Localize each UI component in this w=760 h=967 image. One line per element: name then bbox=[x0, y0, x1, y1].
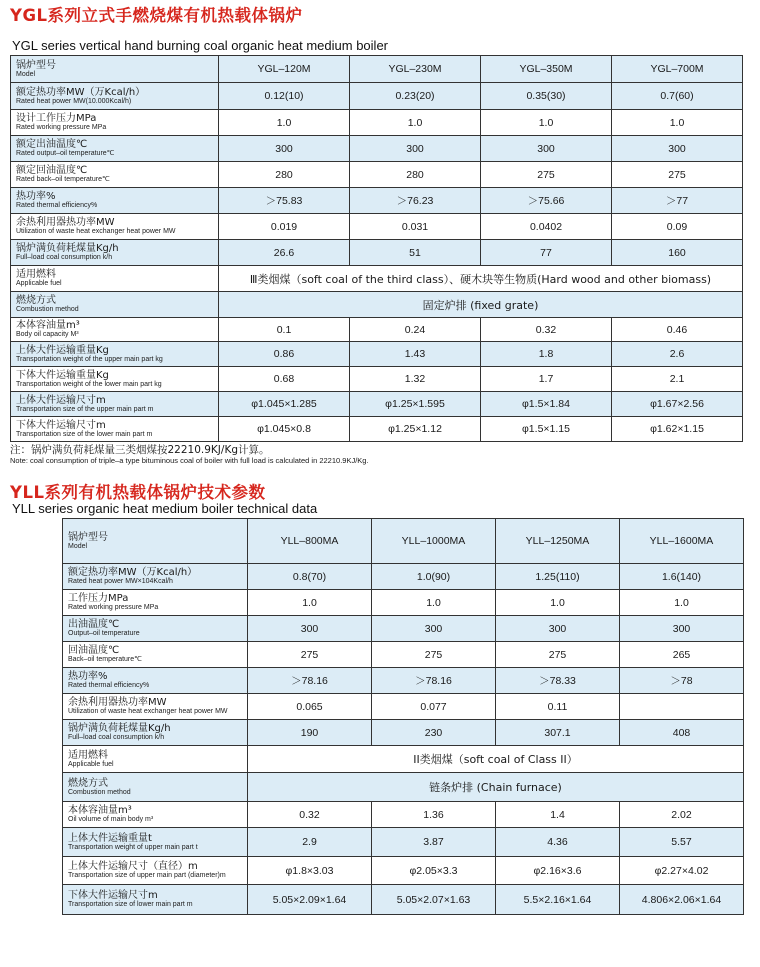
row-label-en: Utilization of waste heat exchanger heat power MW bbox=[68, 708, 228, 715]
value-cell: 275 bbox=[372, 642, 496, 668]
row-label-en: Body oil capacity M³ bbox=[16, 331, 79, 338]
row-label bbox=[11, 266, 219, 292]
value-cell: 300 bbox=[496, 616, 620, 642]
value-cell: 0.24 bbox=[350, 318, 481, 342]
value-cell: 300 bbox=[481, 136, 612, 162]
value-cell: φ1.25×1.595 bbox=[350, 392, 481, 417]
value-cell: 1.0 bbox=[612, 110, 743, 136]
row-label-cn: 适用燃料 bbox=[68, 749, 108, 761]
value-cell: 190 bbox=[248, 720, 372, 746]
table-row bbox=[63, 720, 744, 746]
row-label-en: Rated output–oil temperature℃ bbox=[16, 150, 115, 157]
value-cell: 0.32 bbox=[481, 318, 612, 342]
row-label-cn: 上体大件运输重量t bbox=[68, 832, 152, 844]
value-cell: ＞78.16 bbox=[372, 668, 496, 694]
merged-value-cell: 链条炉排 (Chain furnace) bbox=[248, 773, 744, 802]
row-label-cn: 上体大件运输尺寸m bbox=[16, 394, 106, 406]
row-label-cn: 额定热功率MW（万Kcal/h） bbox=[68, 567, 198, 578]
value-cell: 1.0(90) bbox=[372, 564, 496, 590]
merged-value-cell: 固定炉排 (fixed grate) bbox=[219, 292, 743, 318]
table-header-row bbox=[63, 519, 744, 564]
row-label-cn: 锅炉满负荷耗煤量Kg/h bbox=[16, 243, 119, 254]
value-cell: 300 bbox=[612, 136, 743, 162]
row-label-en: Back–oil temperature℃ bbox=[68, 656, 143, 663]
row-label-en: Transportation size of upper main part (diameter)m bbox=[68, 872, 226, 879]
row-label-en: Transportation size of lower main part m bbox=[68, 901, 193, 908]
row-label-cn: 锅炉型号 bbox=[16, 59, 56, 71]
table-row bbox=[63, 802, 744, 828]
row-label bbox=[11, 342, 219, 367]
value-cell: 280 bbox=[219, 162, 350, 188]
value-cell: 0.11 bbox=[496, 694, 620, 720]
row-label bbox=[11, 417, 219, 442]
value-cell: 275 bbox=[481, 162, 612, 188]
row-label-cn: 锅炉满负荷耗煤量Kg/h bbox=[68, 723, 171, 734]
value-cell: 275 bbox=[248, 642, 372, 668]
value-cell: 26.6 bbox=[219, 240, 350, 266]
row-label-cn: 下体大件运输尺寸m bbox=[16, 419, 106, 431]
row-label-en: Transportation weight of the upper main part kg bbox=[16, 355, 163, 363]
value-cell: 4.806×2.06×1.64 bbox=[620, 885, 744, 915]
row-label-cn: 出油温度℃ bbox=[68, 619, 120, 630]
row-label-cn: 锅炉型号 bbox=[68, 531, 108, 543]
row-label bbox=[11, 367, 219, 392]
row-label-en: Transportation weight of upper main part t bbox=[68, 843, 198, 851]
value-cell: 307.1 bbox=[496, 720, 620, 746]
row-label bbox=[63, 519, 248, 564]
row-label-cn: 燃烧方式 bbox=[68, 777, 108, 789]
row-label-en: Rated heat power MW(10.000Kcal/h) bbox=[16, 97, 132, 105]
value-cell: 0.23(20) bbox=[350, 83, 481, 110]
value-cell: 275 bbox=[496, 642, 620, 668]
table-row bbox=[63, 773, 744, 802]
value-cell: 230 bbox=[372, 720, 496, 746]
value-cell: φ1.045×1.285 bbox=[219, 392, 350, 417]
value-cell: 0.46 bbox=[612, 318, 743, 342]
value-cell: 300 bbox=[248, 616, 372, 642]
value-cell: 0.077 bbox=[372, 694, 496, 720]
row-label-cn: 设计工作压力MPa bbox=[16, 113, 97, 124]
value-cell: 1.43 bbox=[350, 342, 481, 367]
row-label bbox=[63, 773, 248, 802]
row-label bbox=[63, 885, 248, 915]
value-cell: 5.05×2.09×1.64 bbox=[248, 885, 372, 915]
value-cell: ＞78.33 bbox=[496, 668, 620, 694]
table-row bbox=[63, 616, 744, 642]
yll-spec-table bbox=[62, 518, 744, 915]
row-label bbox=[11, 110, 219, 136]
value-cell: 1.0 bbox=[248, 590, 372, 616]
value-cell: 1.0 bbox=[372, 590, 496, 616]
model-header-cell: YLL–1000MA bbox=[372, 519, 496, 564]
row-label bbox=[11, 188, 219, 214]
value-cell: φ1.045×0.8 bbox=[219, 417, 350, 442]
value-cell: 300 bbox=[372, 616, 496, 642]
row-label-cn: 燃烧方式 bbox=[16, 295, 56, 306]
ygl-title-en: YGL series vertical hand burning coal organic heat medium boiler bbox=[12, 38, 388, 53]
value-cell bbox=[620, 694, 744, 720]
model-header-cell: YGL–230M bbox=[350, 56, 481, 83]
row-label bbox=[11, 136, 219, 162]
value-cell: 0.68 bbox=[219, 367, 350, 392]
row-label-en: Rated thermal efficiency% bbox=[16, 202, 98, 209]
value-cell: 275 bbox=[612, 162, 743, 188]
value-cell: 1.0 bbox=[481, 110, 612, 136]
row-label bbox=[11, 214, 219, 240]
ygl-note-cn: 注：锅炉满负荷耗煤量三类烟煤按22210.9KJ/Kg计算。 bbox=[10, 444, 270, 456]
value-cell: 5.57 bbox=[620, 828, 744, 857]
value-cell: 1.25(110) bbox=[496, 564, 620, 590]
value-cell: 1.36 bbox=[372, 802, 496, 828]
value-cell: ＞78 bbox=[620, 668, 744, 694]
row-label bbox=[63, 828, 248, 857]
model-header-cell: YLL–800MA bbox=[248, 519, 372, 564]
merged-value-cell: II类烟煤（soft coal of Class II） bbox=[248, 746, 744, 773]
model-header-cell: YGL–700M bbox=[612, 56, 743, 83]
value-cell: 408 bbox=[620, 720, 744, 746]
table-row bbox=[11, 292, 743, 318]
row-label-cn: 适用燃料 bbox=[16, 269, 56, 280]
row-label-en: Combustion method bbox=[68, 788, 131, 796]
ygl-title-cn: YGL系列立式手燃烧煤有机热载体锅炉 bbox=[10, 6, 303, 25]
row-label bbox=[11, 162, 219, 188]
row-label-en: Utilization of waste heat exchanger heat power MW bbox=[16, 228, 176, 235]
row-label-en: Rated heat power MW×104Kcal/h bbox=[68, 578, 173, 585]
value-cell: 0.065 bbox=[248, 694, 372, 720]
value-cell: 1.32 bbox=[350, 367, 481, 392]
row-label-cn: 热功率% bbox=[16, 191, 56, 202]
ygl-spec-table bbox=[10, 55, 743, 442]
table-row bbox=[11, 417, 743, 442]
table-row bbox=[11, 266, 743, 292]
table-row bbox=[63, 857, 744, 885]
value-cell: 265 bbox=[620, 642, 744, 668]
row-label-en: Model bbox=[16, 70, 36, 78]
table-row bbox=[63, 564, 744, 590]
value-cell: 1.6(140) bbox=[620, 564, 744, 590]
value-cell: 0.7(60) bbox=[612, 83, 743, 110]
value-cell: 2.6 bbox=[612, 342, 743, 367]
row-label bbox=[63, 590, 248, 616]
row-label-cn: 上体大件运输尺寸（直径）m bbox=[68, 861, 198, 872]
value-cell: ＞77 bbox=[612, 188, 743, 214]
value-cell: 1.0 bbox=[350, 110, 481, 136]
row-label-en: Output–oil temperature bbox=[68, 630, 140, 637]
row-label bbox=[11, 292, 219, 318]
model-header-cell: YLL–1250MA bbox=[496, 519, 620, 564]
value-cell: 0.12(10) bbox=[219, 83, 350, 110]
row-label bbox=[63, 668, 248, 694]
row-label-cn: 本体容油量m³ bbox=[16, 320, 80, 331]
value-cell: 5.5×2.16×1.64 bbox=[496, 885, 620, 915]
value-cell: ＞78.16 bbox=[248, 668, 372, 694]
row-label-cn: 下体大件运输重量Kg bbox=[16, 369, 109, 381]
value-cell: φ1.25×1.12 bbox=[350, 417, 481, 442]
table-row bbox=[63, 885, 744, 915]
value-cell: 0.32 bbox=[248, 802, 372, 828]
row-label bbox=[63, 857, 248, 885]
row-label-en: Oil volume of main body m³ bbox=[68, 816, 154, 823]
row-label-en: Rated working pressure MPa bbox=[16, 124, 107, 131]
row-label-en: Applicable fuel bbox=[16, 280, 62, 287]
value-cell: 1.4 bbox=[496, 802, 620, 828]
model-header-cell: YGL–350M bbox=[481, 56, 612, 83]
value-cell: ＞75.66 bbox=[481, 188, 612, 214]
row-label-cn: 余热利用器热功率MW bbox=[16, 217, 115, 228]
row-label-en: Transportation size of the upper main part m bbox=[16, 405, 154, 413]
table-row bbox=[11, 110, 743, 136]
value-cell: ＞76.23 bbox=[350, 188, 481, 214]
row-label bbox=[11, 56, 219, 83]
value-cell: 51 bbox=[350, 240, 481, 266]
value-cell: φ2.27×4.02 bbox=[620, 857, 744, 885]
value-cell: φ2.16×3.6 bbox=[496, 857, 620, 885]
model-header-cell: YGL–120M bbox=[219, 56, 350, 83]
table-row bbox=[63, 828, 744, 857]
value-cell: ＞75.83 bbox=[219, 188, 350, 214]
value-cell: φ2.05×3.3 bbox=[372, 857, 496, 885]
value-cell: 300 bbox=[219, 136, 350, 162]
value-cell: 4.36 bbox=[496, 828, 620, 857]
value-cell: 77 bbox=[481, 240, 612, 266]
value-cell: 160 bbox=[612, 240, 743, 266]
row-label-en: Rated thermal efficiency% bbox=[68, 682, 150, 689]
value-cell: 2.1 bbox=[612, 367, 743, 392]
table-row bbox=[63, 694, 744, 720]
row-label-cn: 下体大件运输尺寸m bbox=[68, 890, 158, 901]
row-label-cn: 额定回油温度℃ bbox=[16, 165, 88, 176]
value-cell: 1.0 bbox=[219, 110, 350, 136]
row-label-en: Full–load coal consumption k/h bbox=[68, 734, 165, 741]
row-label-cn: 热功率% bbox=[68, 671, 108, 682]
value-cell: 3.87 bbox=[372, 828, 496, 857]
row-label-en: Rated working pressure MPa bbox=[68, 604, 159, 611]
row-label-cn: 额定出油温度℃ bbox=[16, 139, 88, 150]
row-label-en: Applicable fuel bbox=[68, 760, 114, 768]
row-label bbox=[63, 720, 248, 746]
model-header-cell: YLL–1600MA bbox=[620, 519, 744, 564]
value-cell: 2.9 bbox=[248, 828, 372, 857]
row-label bbox=[63, 616, 248, 642]
value-cell: 2.02 bbox=[620, 802, 744, 828]
table-row bbox=[11, 188, 743, 214]
value-cell: φ1.5×1.15 bbox=[481, 417, 612, 442]
value-cell: φ1.67×2.56 bbox=[612, 392, 743, 417]
table-header-row bbox=[11, 56, 743, 83]
value-cell: 1.8 bbox=[481, 342, 612, 367]
value-cell: 300 bbox=[350, 136, 481, 162]
row-label bbox=[63, 564, 248, 590]
row-label bbox=[11, 318, 219, 342]
row-label-en: Transportation weight of the lower main part kg bbox=[16, 380, 162, 388]
merged-value-cell: Ⅲ类烟煤（soft coal of the third class）、硬木块等生物质(Hard wood and other biomass) bbox=[219, 266, 743, 292]
table-row bbox=[63, 746, 744, 773]
row-label-en: Model bbox=[68, 542, 88, 550]
table-row bbox=[63, 590, 744, 616]
value-cell: 0.031 bbox=[350, 214, 481, 240]
value-cell: 5.05×2.07×1.63 bbox=[372, 885, 496, 915]
table-row bbox=[11, 367, 743, 392]
table-row bbox=[11, 83, 743, 110]
row-label-cn: 本体容油量m³ bbox=[68, 805, 132, 816]
ygl-note-en: Note: coal consumption of triple–a type bituminous coal of boiler with full load is calculated in 22210.9KJ/Kg. bbox=[10, 456, 369, 465]
value-cell: φ1.8×3.03 bbox=[248, 857, 372, 885]
row-label bbox=[11, 83, 219, 110]
value-cell: 1.0 bbox=[496, 590, 620, 616]
value-cell: 1.7 bbox=[481, 367, 612, 392]
table-row bbox=[11, 392, 743, 417]
row-label-cn: 上体大件运输重量Kg bbox=[16, 344, 109, 356]
row-label bbox=[63, 694, 248, 720]
value-cell: 300 bbox=[620, 616, 744, 642]
row-label bbox=[63, 642, 248, 668]
row-label-cn: 余热利用器热功率MW bbox=[68, 697, 167, 708]
value-cell: 0.35(30) bbox=[481, 83, 612, 110]
value-cell: 0.0402 bbox=[481, 214, 612, 240]
value-cell: 0.1 bbox=[219, 318, 350, 342]
value-cell: 0.09 bbox=[612, 214, 743, 240]
row-label-cn: 额定热功率MW（万Kcal/h） bbox=[16, 86, 146, 98]
row-label bbox=[11, 392, 219, 417]
row-label-cn: 回油温度℃ bbox=[68, 645, 120, 656]
table-row bbox=[11, 136, 743, 162]
value-cell: φ1.5×1.84 bbox=[481, 392, 612, 417]
value-cell: 280 bbox=[350, 162, 481, 188]
table-row bbox=[63, 668, 744, 694]
row-label-en: Combustion method bbox=[16, 306, 79, 313]
row-label bbox=[63, 746, 248, 773]
yll-title-en: YLL series organic heat medium boiler technical data bbox=[12, 501, 318, 516]
yll-title-cn: YLL系列有机热载体锅炉技术参数 bbox=[10, 483, 266, 502]
value-cell: 0.8(70) bbox=[248, 564, 372, 590]
table-row bbox=[11, 342, 743, 367]
table-row bbox=[11, 214, 743, 240]
table-row bbox=[11, 162, 743, 188]
value-cell: 1.0 bbox=[620, 590, 744, 616]
row-label bbox=[11, 240, 219, 266]
value-cell: 0.86 bbox=[219, 342, 350, 367]
row-label-cn: 工作压力MPa bbox=[68, 593, 129, 604]
value-cell: φ1.62×1.15 bbox=[612, 417, 743, 442]
row-label bbox=[63, 802, 248, 828]
table-row bbox=[11, 240, 743, 266]
table-row bbox=[63, 642, 744, 668]
table-row bbox=[11, 318, 743, 342]
row-label-en: Rated back–oil temperature℃ bbox=[16, 176, 110, 183]
row-label-en: Full–load coal consumption k/h bbox=[16, 254, 113, 261]
row-label-en: Transportation size of the lower main part m bbox=[16, 430, 153, 438]
value-cell: 0.019 bbox=[219, 214, 350, 240]
